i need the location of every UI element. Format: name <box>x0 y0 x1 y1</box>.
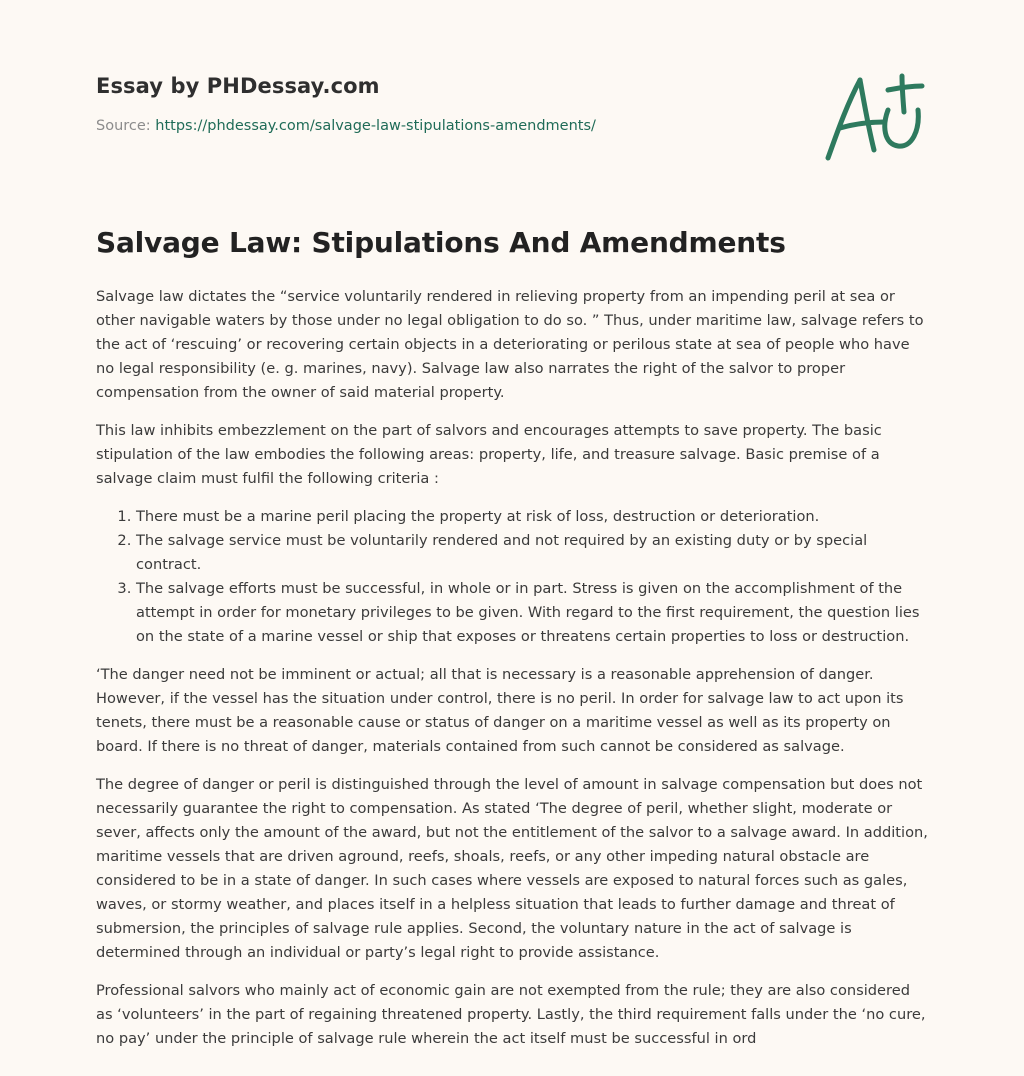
list-item: 1. There must be a marine peril placing the property at risk of loss, destruction or deterioration. <box>136 505 930 529</box>
paragraph: Salvage law dictates the “service voluntarily rendered in relieving property from an impending peril at sea or other navigable waters by those under no legal obligation to do so. ” Thus, under maritime law, salvage refers to the act of ‘rescuing’ or recovering certain objects in a deteriorating or perilous state at sea of people who have no legal responsibility (e. g. marines, navy). Salvage law also narrates the right of the salvor to proper compensation from the owner of said material property. <box>96 288 924 401</box>
paragraph: This law inhibits embezzlement on the part of salvors and encourages attempts to save property. The basic stipulation of the law embodies the following areas: property, life, and treasure salvage. Basic premise of a salvage claim must fulfil the following criteria : <box>96 422 882 487</box>
brand-name: Essay by PHDessay.com <box>96 74 380 98</box>
a-plus-logo-icon <box>818 66 932 166</box>
article-title: Salvage Law: Stipulations And Amendments <box>96 226 786 259</box>
article <box>96 226 930 1065</box>
criteria-list <box>96 505 930 649</box>
source-label: Source: <box>96 118 151 134</box>
paragraph: ‘The danger need not be imminent or actual; all that is necessary is a reasonable apprehension of danger. However, if the vessel has the situation under control, there is no peril. In order for salvage law to act upon its tenets, there must be a reasonable cause or status of danger on a maritime vessel as well as its property on board. If there is no threat of danger, materials contained from such cannot be considered as salvage. <box>96 666 904 755</box>
list-item: 2. The salvage service must be voluntarily rendered and not required by an existing duty or by special contract. <box>136 529 930 577</box>
essay-header <box>96 74 936 134</box>
source-line <box>96 118 936 134</box>
paragraph: The degree of danger or peril is distinguished through the level of amount in salvage compensation but does not necessarily guarantee the right to compensation. As stated ‘The degree of peril, whether slight, moderate or sever, affects only the amount of the award, but not the entitlement of the salvor to a salvage award. In addition, maritime vessels that are driven aground, reefs, shoals, reefs, or any other impeding natural obstacle are considered to be in a state of danger. In such cases where vessels are exposed to natural forces such as gales, waves, or stormy weather, and places itself in a helpless situation that leads to further damage and threat of submersion, the principles of salvage rule applies. Second, the voluntary nature in the act of salvage is determined through an individual or party’s legal right to provide assistance. <box>96 776 928 961</box>
list-item: 3. The salvage efforts must be successful, in whole or in part. Stress is given on the accomplishment of the attempt in order for monetary privileges to be given. With regard to the first requirement, the question lies on the state of a marine vessel or ship that exposes or threatens certain properties to loss or destruction. <box>136 577 930 649</box>
paragraph: Professional salvors who mainly act of economic gain are not exempted from the rule; they are also considered as ‘volunteers’ in the part of regaining threatened property. Lastly, the third requirement falls under the ‘no cure, no pay’ under the principle of salvage rule wherein the act itself must be successful in ord <box>96 982 926 1047</box>
source-link[interactable]: https://phdessay.com/salvage-law-stipulations-amendments/ <box>155 118 596 134</box>
